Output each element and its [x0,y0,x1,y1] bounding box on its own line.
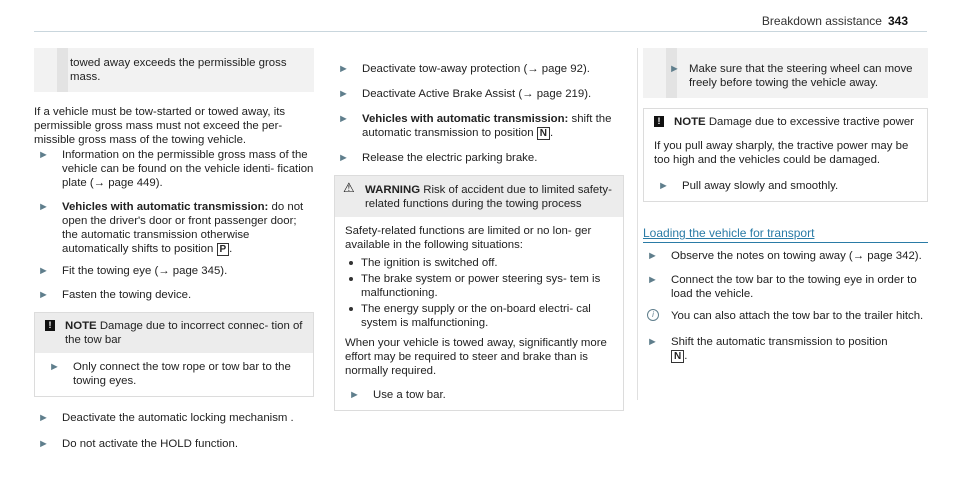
step-item [34,288,314,302]
column-left [34,48,314,451]
note-box [643,108,928,202]
note-title: Damage due to excessive tractive power [708,116,914,128]
page-header [762,14,908,28]
step-text: shift the automatic transmission to position [362,113,612,139]
step-item [345,388,613,402]
step-item [334,62,624,76]
warning-bullets [345,256,613,330]
bullet-item: The brake system or power steering sys- tem is malfunctioning. [345,272,613,300]
warning-box [334,175,624,411]
section-heading: Loading the vehicle for transport [643,226,928,243]
note-title: Damage due to incorrect connec- tion of the tow bar [65,320,303,346]
gear-position-key: P [217,243,230,256]
arrow-right-icon: ► [338,88,349,100]
note-header [644,109,927,135]
step-item [34,148,314,190]
arrow-right-icon: ► [647,336,658,348]
step-text: Deactivate the automatic locking mechanism . [62,412,294,424]
note-label: NOTE [674,116,706,128]
warning-paragraph: When your vehicle is towed away, significantly more effort may be required to steer and brake than is normally required. [345,337,607,377]
arrow-right-icon: ► [338,152,349,164]
step-item: ► Vehicles with automatic transmission: do not open the driver's door or front passenger door; the automatic transmission otherwise automatically shifts to position P . [38,201,304,255]
arrow-right-icon: ► [38,149,49,161]
warning-header [335,176,623,217]
step-text: do not open the driver's door or front passenger door; the automatic transmission otherwise automatically shifts to position [62,201,304,255]
bullet-item: The energy supply or the on-board electri- cal system is malfunctioning. [345,302,613,330]
arrow-right-icon: ► [38,438,49,450]
page-number: 343 [887,14,908,28]
step-text: Information on the permissible gross mass of the vehicle can be found on the vehicle identi- fication plate (→ page 449). [62,149,314,189]
note-body [35,353,313,396]
step-text: Release the electric parking brake. [362,152,538,164]
note-label: NOTE [65,320,97,332]
section-name: Breakdown assistance [761,14,882,28]
step-item: ► Vehicles with automatic transmission: shift the automatic transmission to position N . [338,113,612,139]
step-text: Deactivate Active Brake Assist (→ page 219). [362,88,592,100]
warning-label: WARNING [365,184,421,196]
step-text: Observe the notes on towing away (→ page 342). [671,250,922,262]
warning-body [335,217,623,410]
column-middle [334,48,624,411]
step-item [643,273,928,301]
step-item: ► Shift the automatic transmission to position N . [647,336,888,362]
column-right [643,48,928,363]
arrow-right-icon: ► [49,361,60,373]
continued-box [34,48,314,92]
warning-title: Risk of accident due to limited safety-related functions during the towing process [365,184,612,210]
step-text: Make sure that the steering wheel can move freely before towing the vehicle away. [689,63,913,89]
warning-triangle-icon: ⚠ [343,180,355,195]
note-body [644,135,927,201]
step-item [669,62,918,90]
step-item [45,360,303,388]
arrow-right-icon: ► [647,274,658,286]
step-bold-label: Vehicles with automatic transmission: [62,201,269,213]
step-text: Fasten the towing device. [62,289,192,301]
step-item [643,249,928,263]
box-stripe [57,48,68,92]
arrow-right-icon: ► [349,389,360,401]
step-item [34,411,314,425]
step-item [654,179,917,193]
gear-position-key: N [671,350,684,363]
continued-text: towed away exceeds the permissible gross mass. [70,57,287,83]
step-text: Use a tow bar. [373,389,446,401]
exclamation-icon: ! [45,320,55,331]
note-header [35,313,313,353]
note-box [34,312,314,397]
arrow-right-icon: ► [658,180,669,192]
step-text: Pull away slowly and smoothly. [682,180,839,192]
step-item [34,437,314,451]
step-text: Only connect the tow rope or tow bar to the towing eyes. [73,361,291,387]
column-divider [637,48,638,400]
step-item [34,264,314,278]
arrow-right-icon: ► [38,412,49,424]
info-icon: i [647,309,659,321]
step-text: Fit the towing eye (→ page 345). [62,265,228,277]
step-text: Do not activate the HOLD function. [62,438,239,450]
info-text: You can also attach the tow bar to the trailer hitch. [671,310,924,322]
info-item [643,309,928,323]
arrow-right-icon: ► [338,63,349,75]
continued-box [643,48,928,98]
exclamation-icon: ! [654,116,664,127]
arrow-right-icon: ► [647,250,658,262]
step-text: Connect the tow bar to the towing eye in order to load the vehicle. [671,274,917,300]
step-item [334,151,624,165]
step-item [334,87,624,101]
header-divider [34,31,927,32]
warning-intro: Safety-related functions are limited or no lon- ger available in the following situations: [345,225,592,251]
arrow-right-icon: ► [38,265,49,277]
bullet-item: The ignition is switched off. [345,256,613,270]
arrow-right-icon: ► [669,63,680,75]
step-text: Shift the automatic transmission to position [671,336,888,348]
gear-position-key: N [537,127,550,140]
intro-paragraph: If a vehicle must be tow-started or towed away, its permissible gross mass must not exceed the per- missible gross mass of the towing vehicle. [34,106,286,146]
step-bold-label: Vehicles with automatic transmission: [362,113,569,125]
arrow-right-icon: ► [38,289,49,301]
step-text: Deactivate tow-away protection (→ page 92). [362,63,590,75]
note-paragraph: If you pull away sharply, the tractive power may be too high and the vehicles could be damaged. [654,140,909,166]
arrow-right-icon: ► [38,201,49,213]
arrow-right-icon: ► [338,113,349,125]
